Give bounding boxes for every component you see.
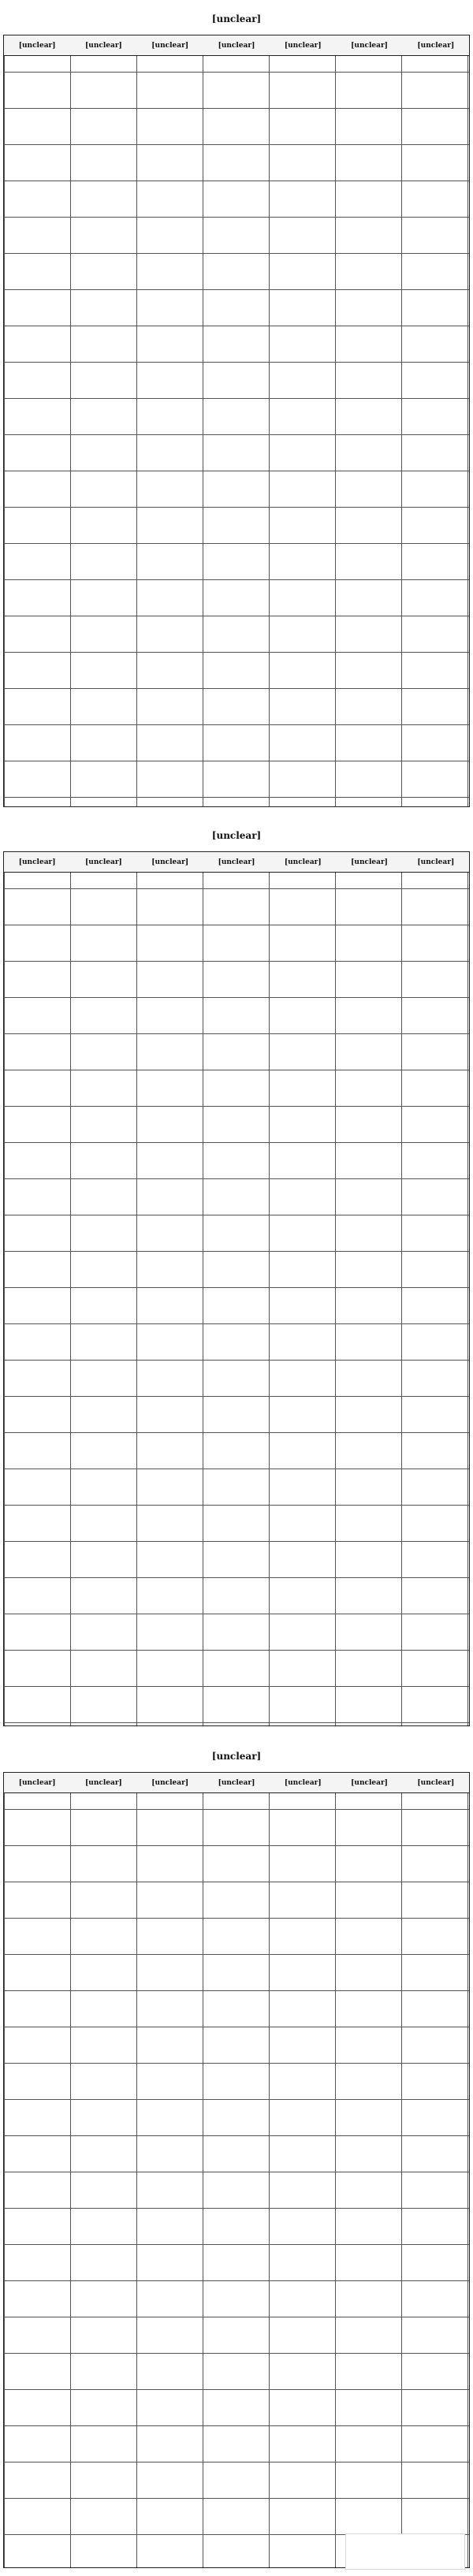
award-section-3 [3,1740,470,2568]
section-title: [unclear] [211,13,262,24]
results-table [3,851,470,1726]
column-header: [unclear] [85,1778,122,1787]
column-header: [unclear] [151,858,189,866]
column-header: [unclear] [351,41,388,50]
column-header: [unclear] [351,858,388,866]
column-header: [unclear] [151,1778,189,1787]
column-header: [unclear] [417,858,455,866]
column-header: [unclear] [284,41,322,50]
site-watermark [345,2533,465,2570]
column-header: [unclear] [18,1778,56,1787]
section-title: [unclear] [211,1751,262,1762]
table-header [4,35,469,56]
column-header: [unclear] [284,858,322,866]
column-header: [unclear] [218,858,255,866]
column-header: [unclear] [85,858,122,866]
column-header: [unclear] [85,41,122,50]
column-header: [unclear] [417,1778,455,1787]
section-title: [unclear] [211,830,262,841]
award-section-1 [3,3,470,807]
column-header: [unclear] [18,41,56,50]
column-header: [unclear] [417,41,455,50]
column-header: [unclear] [18,858,56,866]
award-section-2 [3,820,470,1726]
table-header [4,1773,469,1793]
column-header: [unclear] [218,1778,255,1787]
column-header: [unclear] [284,1778,322,1787]
column-header: [unclear] [218,41,255,50]
results-table [3,1772,470,2568]
column-header: [unclear] [151,41,189,50]
column-header: [unclear] [351,1778,388,1787]
table-header [4,852,469,873]
results-table [3,35,470,807]
